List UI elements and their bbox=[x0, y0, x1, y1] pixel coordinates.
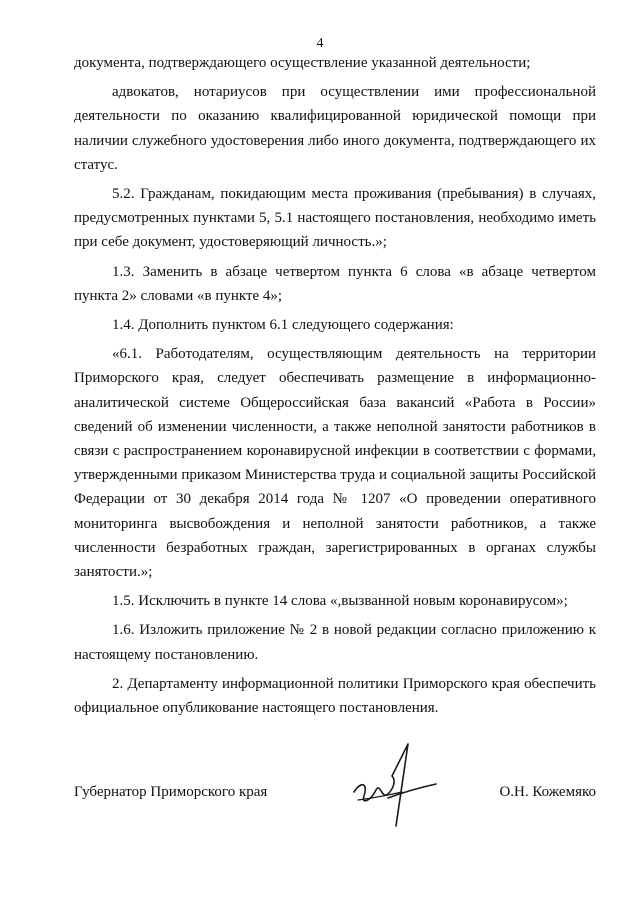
signature-block bbox=[74, 740, 596, 830]
document-body bbox=[74, 51, 596, 725]
page-number: 4 bbox=[316, 36, 324, 51]
paragraph-lawyers: адвокатов, нотариусов при осуществлении ими профессиональной деятельности по оказанию квалифицированной юридической помощи при наличии служебного удостоверения либо иного документа, подтверждающего их статус. bbox=[74, 84, 596, 173]
signatory-name: О.Н. Кожемяко bbox=[499, 784, 596, 800]
paragraph-1-4: 1.4. Дополнить пунктом 6.1 следующего содержания: bbox=[112, 317, 454, 334]
paragraph-1-6: 1.6. Изложить приложение № 2 в новой редакции согласно приложению к настоящему постановлению. bbox=[74, 622, 596, 663]
paragraph-1-5: 1.5. Исключить в пункте 14 слова «,вызванной новым коронавирусом»; bbox=[112, 593, 568, 610]
paragraph-5-2: 5.2. Гражданам, покидающим места проживания (пребывания) в случаях, предусмотренных пунктами 5, 5.1 настоящего постановления, необходимо иметь при себе документ, удостоверяющий личность.»; bbox=[74, 186, 596, 251]
signatory-position: Губернатор Приморского края bbox=[74, 784, 268, 800]
handwritten-signature bbox=[344, 740, 444, 830]
paragraph-2: 2. Департаменту информационной политики Приморского края обеспечить официальное опубликование настоящего постановления. bbox=[74, 675, 596, 717]
paragraph-continuation: документа, подтверждающего осуществление указанной деятельности; bbox=[74, 55, 531, 71]
paragraph-6-1: «6.1. Работодателям, осуществляющим деятельность на территории Приморского края, следует обеспечивать размещение в информационно-аналитической системе Общероссийская база вакансий «Работа в России» сведений об изменении численности, а также неполной занятости работников в связи с распространением коронавирусной инфекции в соответствии с формами, утвержденными приказом Министерства труда и социальной защиты Российской Федерации от 30 декабря 2014 года № 1207 «О проведении оперативного мониторинга высвобождения и неполной занятости работников, а также численности безработных граждан, зарегистрированных в органах службы занятости.»; bbox=[74, 346, 596, 581]
paragraph-1-3: 1.3. Заменить в абзаце четвертом пункта 6 слова «в абзаце четвертом пункта 2» словами «в пункте 4»; bbox=[74, 263, 596, 304]
